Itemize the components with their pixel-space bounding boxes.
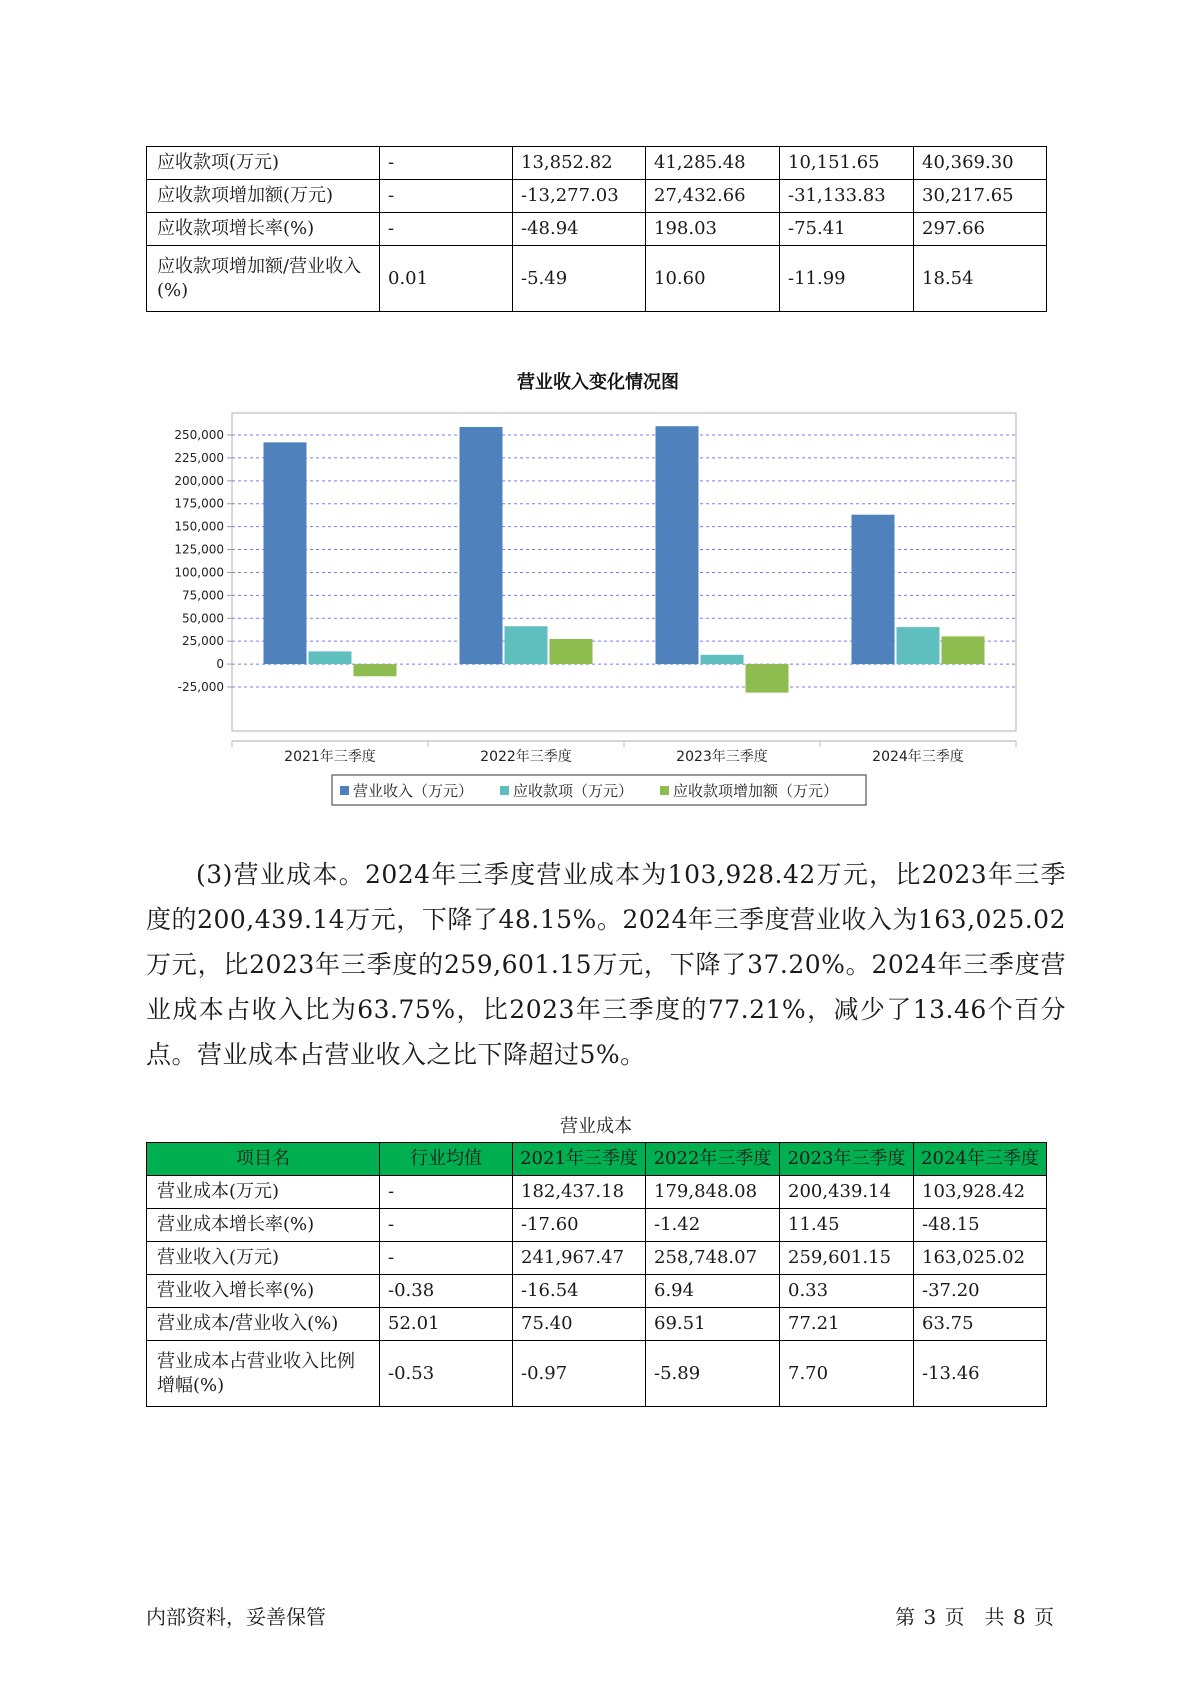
table-cell: 258,748.07	[646, 1242, 780, 1275]
table-cell: 40,369.30	[914, 147, 1047, 180]
table-cell: 200,439.14	[780, 1176, 914, 1209]
bar	[852, 515, 895, 664]
bar	[942, 636, 985, 664]
paragraph-text: (3)营业成本。2024年三季度营业成本为103,928.42万元，比2023年三季度的200,439.14万元，下降了48.15%。2024年三季度营业收入为163,025.02万元，比2023年三季度的259,601.15万元，下降了37.20%。2024年三季度营业成本占收入比为63.75%，比2023年三季度的77.21%，减少了13.46个百分点。营业成本占营业收入之比下降超过5%。	[146, 860, 1066, 1069]
table-cell: -75.41	[780, 213, 914, 246]
y-tick-label: 175,000	[174, 496, 224, 511]
table-cell: -17.60	[513, 1209, 646, 1242]
legend-label: 应收款项增加额（万元）	[673, 782, 839, 800]
table-cell: -13.46	[914, 1341, 1047, 1407]
legend-label: 应收款项（万元）	[513, 782, 634, 800]
table-cell: 18.54	[914, 246, 1047, 312]
table-cell: 30,217.65	[914, 180, 1047, 213]
table-row	[147, 213, 1047, 246]
table-cell: 163,025.02	[914, 1242, 1047, 1275]
y-tick-label: 100,000	[174, 565, 224, 580]
legend-label: 营业收入（万元）	[353, 782, 474, 800]
column-header: 2023年三季度	[780, 1143, 914, 1176]
table-cell: 13,852.82	[513, 147, 646, 180]
table-cell: -0.38	[380, 1275, 513, 1308]
table-row	[147, 1341, 1047, 1407]
row-label: 应收款项增加额/营业收入(%)	[147, 246, 380, 312]
table-cell: 198.03	[646, 213, 780, 246]
table-row	[147, 147, 1047, 180]
row-label: 应收款项增长率(%)	[147, 213, 380, 246]
table-row	[147, 246, 1047, 312]
y-tick-label: 250,000	[174, 428, 224, 442]
y-tick-label: 125,000	[174, 542, 224, 557]
table-cell: -13,277.03	[513, 180, 646, 213]
x-axis	[232, 741, 1016, 765]
row-label: 营业成本占营业收入比例增幅(%)	[147, 1341, 380, 1407]
y-tick-label: -25,000	[177, 680, 224, 694]
table-cell: 52.01	[380, 1308, 513, 1341]
bar	[897, 627, 940, 664]
table-cell: -48.94	[513, 213, 646, 246]
table-cell: -5.89	[646, 1341, 780, 1407]
cost-analysis-paragraph	[146, 852, 1066, 1077]
row-label: 应收款项(万元)	[147, 147, 380, 180]
row-label: 营业成本(万元)	[147, 1176, 380, 1209]
legend-swatch	[500, 786, 509, 795]
table-row	[147, 1308, 1047, 1341]
receivables-table	[146, 146, 1047, 312]
table-cell: 179,848.08	[646, 1176, 780, 1209]
bars	[264, 426, 985, 692]
x-tick-label: 2021年三季度	[284, 749, 376, 765]
legend-swatch	[660, 786, 669, 795]
table-cell: -48.15	[914, 1209, 1047, 1242]
column-header: 项目名	[147, 1143, 380, 1176]
column-header: 行业均值	[380, 1143, 513, 1176]
column-header: 2024年三季度	[914, 1143, 1047, 1176]
bar	[746, 664, 789, 693]
table-cell: 0.01	[380, 246, 513, 312]
column-header: 2021年三季度	[513, 1143, 646, 1176]
revenue-chart-svg	[146, 362, 1046, 812]
table-cell: -	[380, 1176, 513, 1209]
x-tick-label: 2023年三季度	[676, 749, 768, 765]
table-cell: -	[380, 1209, 513, 1242]
revenue-chart	[146, 362, 1046, 812]
table-row	[147, 180, 1047, 213]
table-cell: -11.99	[780, 246, 914, 312]
table-cell: 75.40	[513, 1308, 646, 1341]
bar	[656, 426, 699, 664]
y-tick-label: 75,000	[182, 588, 224, 603]
table-cell: 10.60	[646, 246, 780, 312]
bar	[701, 655, 744, 664]
y-tick-label: 200,000	[174, 473, 224, 488]
y-tick-label: 225,000	[174, 450, 224, 465]
row-label: 营业收入增长率(%)	[147, 1275, 380, 1308]
table-caption: 营业成本	[560, 1116, 632, 1137]
table-row	[147, 1209, 1047, 1242]
table-header-row	[147, 1143, 1047, 1176]
table-cell: -0.53	[380, 1341, 513, 1407]
bar	[309, 651, 352, 664]
table-row	[147, 1242, 1047, 1275]
y-tick-label: 0	[216, 657, 224, 672]
bar	[505, 626, 548, 664]
table-row	[147, 1275, 1047, 1308]
row-label: 营业成本增长率(%)	[147, 1209, 380, 1242]
column-header: 2022年三季度	[646, 1143, 780, 1176]
table-cell: -	[380, 147, 513, 180]
table-cell: -0.97	[513, 1341, 646, 1407]
table-cell: 182,437.18	[513, 1176, 646, 1209]
table-cell: 297.66	[914, 213, 1047, 246]
x-tick-label: 2024年三季度	[872, 749, 964, 765]
row-label: 营业收入(万元)	[147, 1242, 380, 1275]
table-cell: 41,285.48	[646, 147, 780, 180]
footer-confidential-note: 内部资料，妥善保管	[146, 1605, 326, 1629]
x-tick-label: 2022年三季度	[480, 749, 572, 765]
table-cell: 7.70	[780, 1341, 914, 1407]
y-tick-label: 50,000	[182, 611, 224, 626]
y-axis	[174, 428, 232, 694]
table-cell: -1.42	[646, 1209, 780, 1242]
legend-swatch	[340, 786, 349, 795]
table-cell: 27,432.66	[646, 180, 780, 213]
table-cell: -16.54	[513, 1275, 646, 1308]
table-cell: -	[380, 213, 513, 246]
table-cell: 77.21	[780, 1308, 914, 1341]
table-cell: -31,133.83	[780, 180, 914, 213]
table-cell: -	[380, 1242, 513, 1275]
operating-cost-table	[146, 1142, 1047, 1407]
table-cell: 103,928.42	[914, 1176, 1047, 1209]
y-tick-label: 25,000	[182, 634, 224, 649]
bar	[354, 664, 397, 676]
table-cell: 0.33	[780, 1275, 914, 1308]
row-label: 应收款项增加额(万元)	[147, 180, 380, 213]
table-cell: 6.94	[646, 1275, 780, 1308]
table-cell: -5.49	[513, 246, 646, 312]
table-cell: 259,601.15	[780, 1242, 914, 1275]
y-tick-label: 150,000	[174, 519, 224, 534]
table-cell: 11.45	[780, 1209, 914, 1242]
bar	[460, 427, 503, 664]
footer-page-number: 第 3 页 共 8 页	[895, 1605, 1054, 1629]
table-row	[147, 1176, 1047, 1209]
row-label: 营业成本/营业收入(%)	[147, 1308, 380, 1341]
table-cell: -	[380, 180, 513, 213]
table-cell: 241,967.47	[513, 1242, 646, 1275]
bar	[264, 442, 307, 664]
chart-title: 营业收入变化情况图	[517, 372, 679, 393]
table-cell: 10,151.65	[780, 147, 914, 180]
table-cell: -37.20	[914, 1275, 1047, 1308]
bar	[550, 639, 593, 664]
table-cell: 69.51	[646, 1308, 780, 1341]
legend	[332, 775, 866, 805]
table-cell: 63.75	[914, 1308, 1047, 1341]
